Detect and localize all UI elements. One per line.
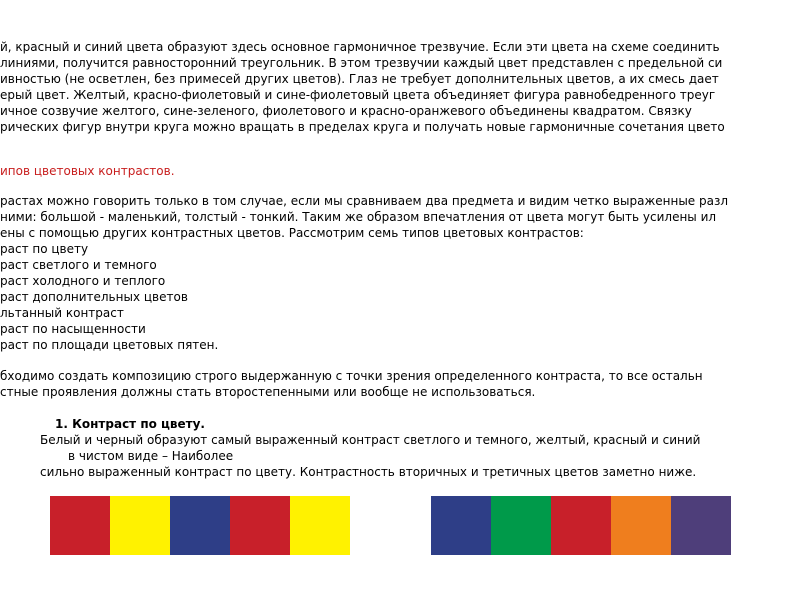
triad-line-3: ивностью (не осветлен, без примесей других цветов). Глаз не требует дополнительных цветов, а их смесь дает <box>0 72 719 86</box>
section-body-line-2: в чистом виде – Наиболее <box>68 449 234 463</box>
color-swatch <box>110 496 170 555</box>
color-swatch <box>170 496 230 555</box>
color-swatch <box>230 496 290 555</box>
triad-line-2: линиями, получится равносторонний треугольник. В этом трезвучии каждый цвет представлен с предельной си <box>0 56 723 70</box>
secondary-swatch-row <box>431 496 731 555</box>
list-item: раст по цвету <box>0 242 89 256</box>
list-item: льтанный контраст <box>0 306 124 320</box>
triad-line-1: й, красный и синий цвета образуют здесь основное гармоничное трезвучие. Если эти цвета на схеме соединить <box>0 40 720 54</box>
color-swatch <box>50 496 110 555</box>
color-swatch <box>671 496 731 555</box>
section-body-line-3: сильно выраженный контраст по цвету. Контрастность вторичных и третичных цветов заметно ниже. <box>40 465 697 479</box>
conclusion-line-1: бходимо создать композицию строго выдержанную с точки зрения определенного контраста, то все остальн <box>0 369 703 383</box>
list-item: раст по площади цветовых пятен. <box>0 338 219 352</box>
intro-line-3: ены с помощью других контрастных цветов. Рассмотрим семь типов цветовых контрастов: <box>0 226 584 240</box>
primary-swatch-row <box>50 496 350 555</box>
contrast-types-heading: ипов цветовых контрастов. <box>0 164 175 178</box>
color-swatch <box>431 496 491 555</box>
list-item: раст по насыщенности <box>0 322 146 336</box>
color-swatch <box>290 496 350 555</box>
triad-line-4: ерый цвет. Желтый, красно-фиолетовый и сине-фиолетовый цвета объединяет фигура равнобедренного треуг <box>0 88 716 102</box>
color-swatch <box>611 496 671 555</box>
triad-line-5: ичное созвучие желтого, сине-зеленого, фиолетового и красно-оранжевого объединены квадратом. Связку <box>0 104 692 118</box>
conclusion-line-2: стные проявления должны стать второстепенными или вообще не использоваться. <box>0 385 536 399</box>
section-title: 1. Контраст по цвету. <box>55 417 205 431</box>
triad-line-6: рических фигур внутри круга можно вращать в пределах круга и получать новые гармоничные сочетания цвето <box>0 120 725 134</box>
intro-line-2: ними: большой - маленький, толстый - тонкий. Таким же образом впечатления от цвета могут быть усилены ил <box>0 210 717 224</box>
list-item: раст светлого и темного <box>0 258 157 272</box>
section-body-line-1: Белый и черный образуют самый выраженный контраст светлого и темного, желтый, красный и синий <box>40 433 701 447</box>
list-item: раст холодного и теплого <box>0 274 166 288</box>
intro-line-1: растах можно говорить только в том случае, если мы сравниваем два предмета и видим четко выраженные разл <box>0 194 729 208</box>
list-item: раст дополнительных цветов <box>0 290 188 304</box>
color-swatch <box>491 496 551 555</box>
color-swatch <box>551 496 611 555</box>
